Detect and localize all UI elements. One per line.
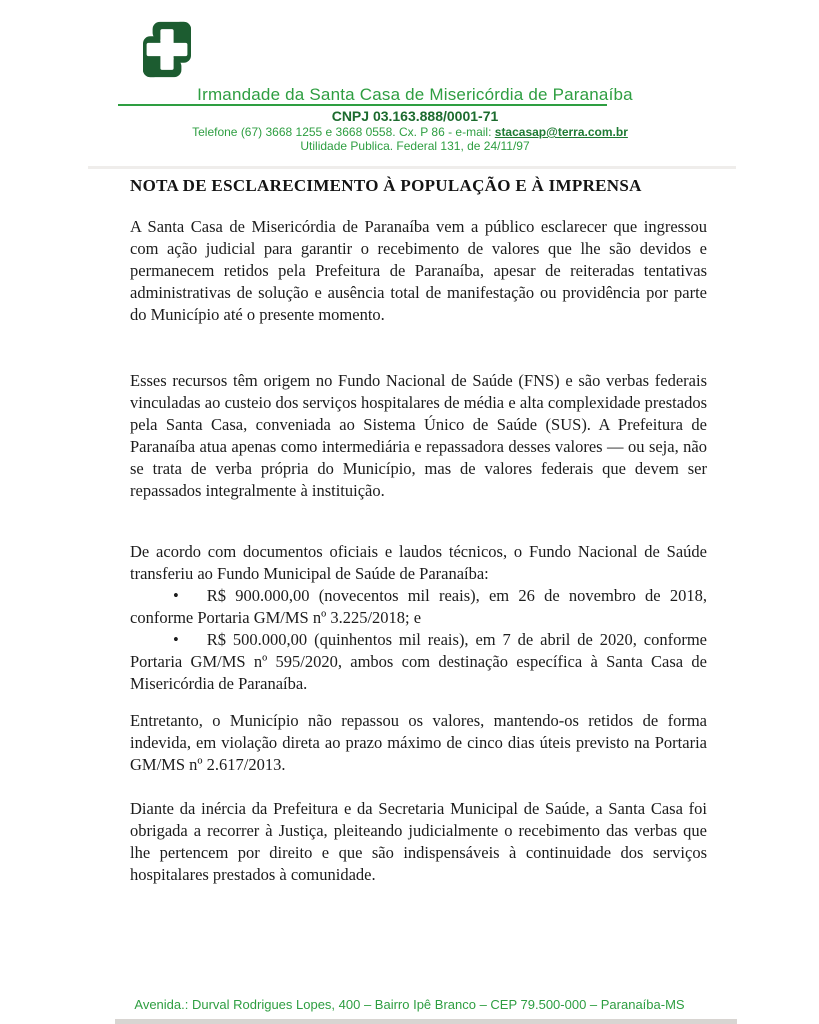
- org-name: Irmandade da Santa Casa de Misericórdia de Paranaíba: [197, 85, 633, 104]
- bullet-icon: •: [173, 630, 179, 649]
- paragraph-2: Esses recursos têm origem no Fundo Nacional de Saúde (FNS) e são verbas federais vinculadas ao custeio dos serviços hospitalares de média e alta complexidade prestados pela Santa Casa, conveniada ao Sistema Único de Saúde (SUS). A Prefeitura de Paranaíba atua apenas como intermediária e repassadora desses valores — ou seja, não se trata de verba própria do Município, mas de valores federais que devem ser repassados integralmente à instituição.: [130, 371, 707, 500]
- document-title: NOTA DE ESCLARECIMENTO À POPULAÇÃO E À IMPRENSA: [130, 176, 642, 195]
- list-item-text: R$ 900.000,00 (novecentos mil reais), em 26 de novembro de 2018, conforme Portaria GM/MS nº 3.225/2018; e: [130, 586, 707, 627]
- footer-bar: [115, 1019, 737, 1024]
- phone-text: Telefone (67) 3668 1255 e 3668 0558. Cx. P 86 - e-mail:: [192, 125, 495, 139]
- bullet-icon: •: [173, 586, 179, 605]
- header-divider: [88, 166, 736, 169]
- paragraph-3-with-list: [130, 541, 707, 695]
- list-item: [130, 585, 707, 629]
- phone-line: [110, 125, 710, 139]
- paragraph-5: Diante da inércia da Prefeitura e da Secretaria Municipal de Saúde, a Santa Casa foi obrigada a recorrer à Justiça, pleiteando judicialmente o recebimento das verbas que lhe pertencem por direito e que são indispensáveis à continuidade dos serviços hospitalares prestados à comunidade.: [130, 799, 707, 884]
- paragraph-4: Entretanto, o Município não repassou os valores, mantendo-os retidos de forma indevida, em violação direta ao prazo máximo de cinco dias úteis previsto na Portaria GM/MS nº 2.617/2013.: [130, 711, 707, 774]
- email-text: stacasap@terra.com.br: [494, 125, 628, 139]
- utility-line: Utilidade Publica. Federal 131, de 24/11/97: [300, 139, 530, 153]
- santa-casa-cross-icon: [137, 17, 197, 82]
- footer-address: Avenida.: Durval Rodrigues Lopes, 400 – Bairro Ipê Branco – CEP 79.500-000 – Paranaíba-MS: [134, 997, 685, 1012]
- paragraph-1: A Santa Casa de Misericórdia de Paranaíba vem a público esclarecer que ingressou com ação judicial para garantir o recebimento de valores que lhe são devidos e permanecem retidos pela Prefeitura de Paranaíba, apesar de reiteradas tentativas administrativas de solução e ausência total de manifestação ou providência por parte do Município até o presente momento.: [130, 217, 707, 324]
- paragraph-3-intro: De acordo com documentos oficiais e laudos técnicos, o Fundo Nacional de Saúde transferiu ao Fundo Municipal de Saúde de Paranaíba:: [130, 542, 707, 583]
- list-item: [130, 629, 707, 695]
- cnpj-line: CNPJ 03.163.888/0001-71: [331, 108, 499, 124]
- list-item-text: R$ 500.000,00 (quinhentos mil reais), em 7 de abril de 2020, conforme Portaria GM/MS nº 595/2020, ambos com destinação específica à Santa Casa de Misericórdia de Paranaíba.: [130, 630, 707, 693]
- org-name-underline: [118, 104, 607, 106]
